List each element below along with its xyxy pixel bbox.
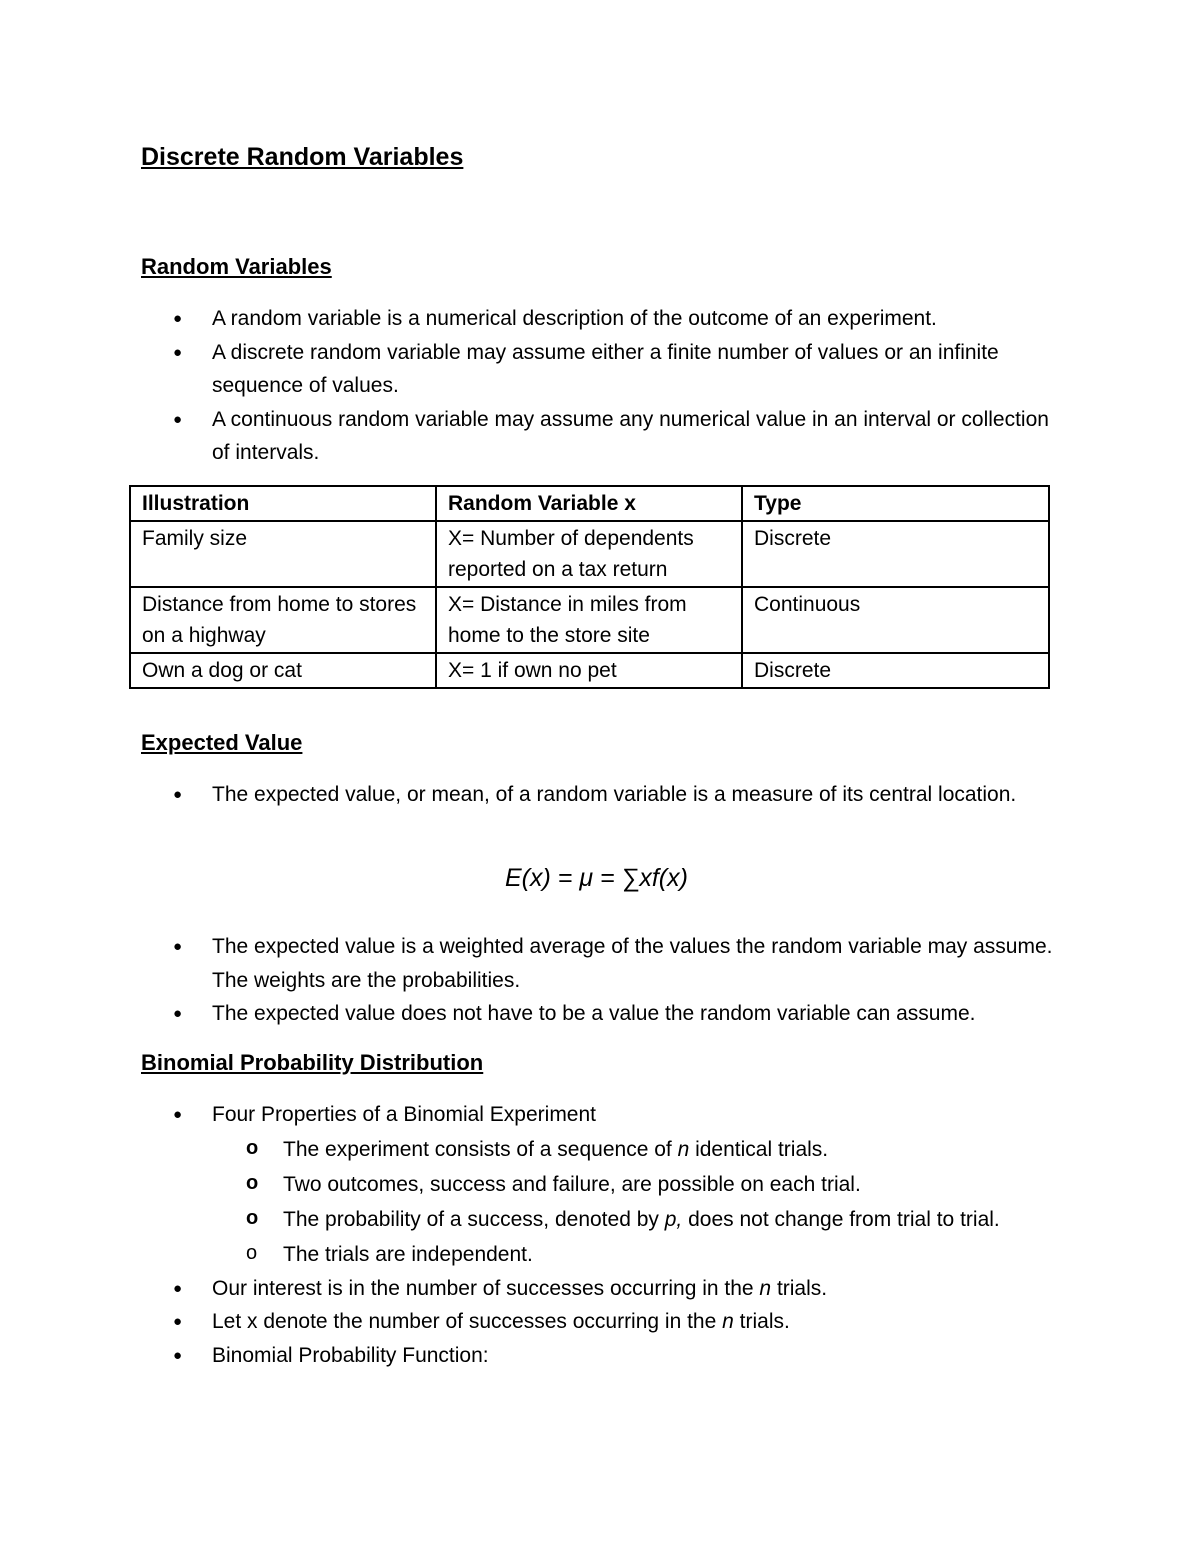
table-row [130,653,1049,688]
table-header-cell: Illustration [130,486,436,521]
properties-sublist [212,1132,1062,1272]
table-cell: X= 1 if own no pet [436,653,742,688]
list-item: ● The expected value, or mean, of a random variable is a measure of its central location. [0,778,1062,812]
random-variables-list [0,302,1062,470]
list-item: ● Let x denote the number of successes occurring in the n trials. [0,1305,1062,1339]
properties-label: Four Properties of a Binomial Experiment [212,1103,596,1126]
table-cell: Discrete [742,521,1049,587]
list-item [0,1098,1062,1272]
expected-value-list-2 [0,930,1062,1031]
list-item: ● A continuous random variable may assume any numerical value in an interval or collection of intervals. [0,403,1062,470]
table-cell: Distance from home to stores on a highway [130,587,436,653]
table-row [130,587,1049,653]
binomial-list [0,1098,1062,1372]
sub-list-item: o The trials are independent. [0,1237,1043,1272]
table-cell: X= Distance in miles from home to the store site [436,587,742,653]
table-cell: X= Number of dependents reported on a tax return [436,521,742,587]
list-item: ● Our interest is in the number of successes occurring in the n trials. [0,1272,1062,1306]
table-cell: Family size [130,521,436,587]
table-header-row [130,486,1049,521]
table-cell: Own a dog or cat [130,653,436,688]
list-item: ● A random variable is a numerical description of the outcome of an experiment. [0,302,1062,336]
section-heading-expected-value: Expected Value [141,730,303,755]
sub-list-item: o The experiment consists of a sequence of n identical trials. [0,1132,1043,1167]
sub-list-item: o The probability of a success, denoted by p, does not change from trial to trial. [0,1202,1043,1237]
expected-value-formula: E(x) = μ = ∑xf(x) [505,864,688,892]
table-row [130,521,1049,587]
random-variable-table [129,485,1050,689]
section-heading-binomial: Binomial Probability Distribution [141,1050,484,1075]
list-item: ● The expected value does not have to be a value the random variable can assume. [0,997,1062,1031]
list-item: ● A discrete random variable may assume either a finite number of values or an infinite sequence of values. [0,336,1062,403]
table-cell: Discrete [742,653,1049,688]
sub-list-item: o Two outcomes, success and failure, are possible on each trial. [0,1167,1043,1202]
table-header-cell: Type [742,486,1049,521]
section-heading-random-variables: Random Variables [141,254,332,279]
expected-value-list [0,778,1062,812]
table-header-cell: Random Variable x [436,486,742,521]
page-title: Discrete Random Variables [141,143,464,171]
list-item: ● The expected value is a weighted average of the values the random variable may assume. The weights are the probabilities. [0,930,1062,997]
list-item: ● Binomial Probability Function: [0,1339,1062,1373]
table-cell: Continuous [742,587,1049,653]
